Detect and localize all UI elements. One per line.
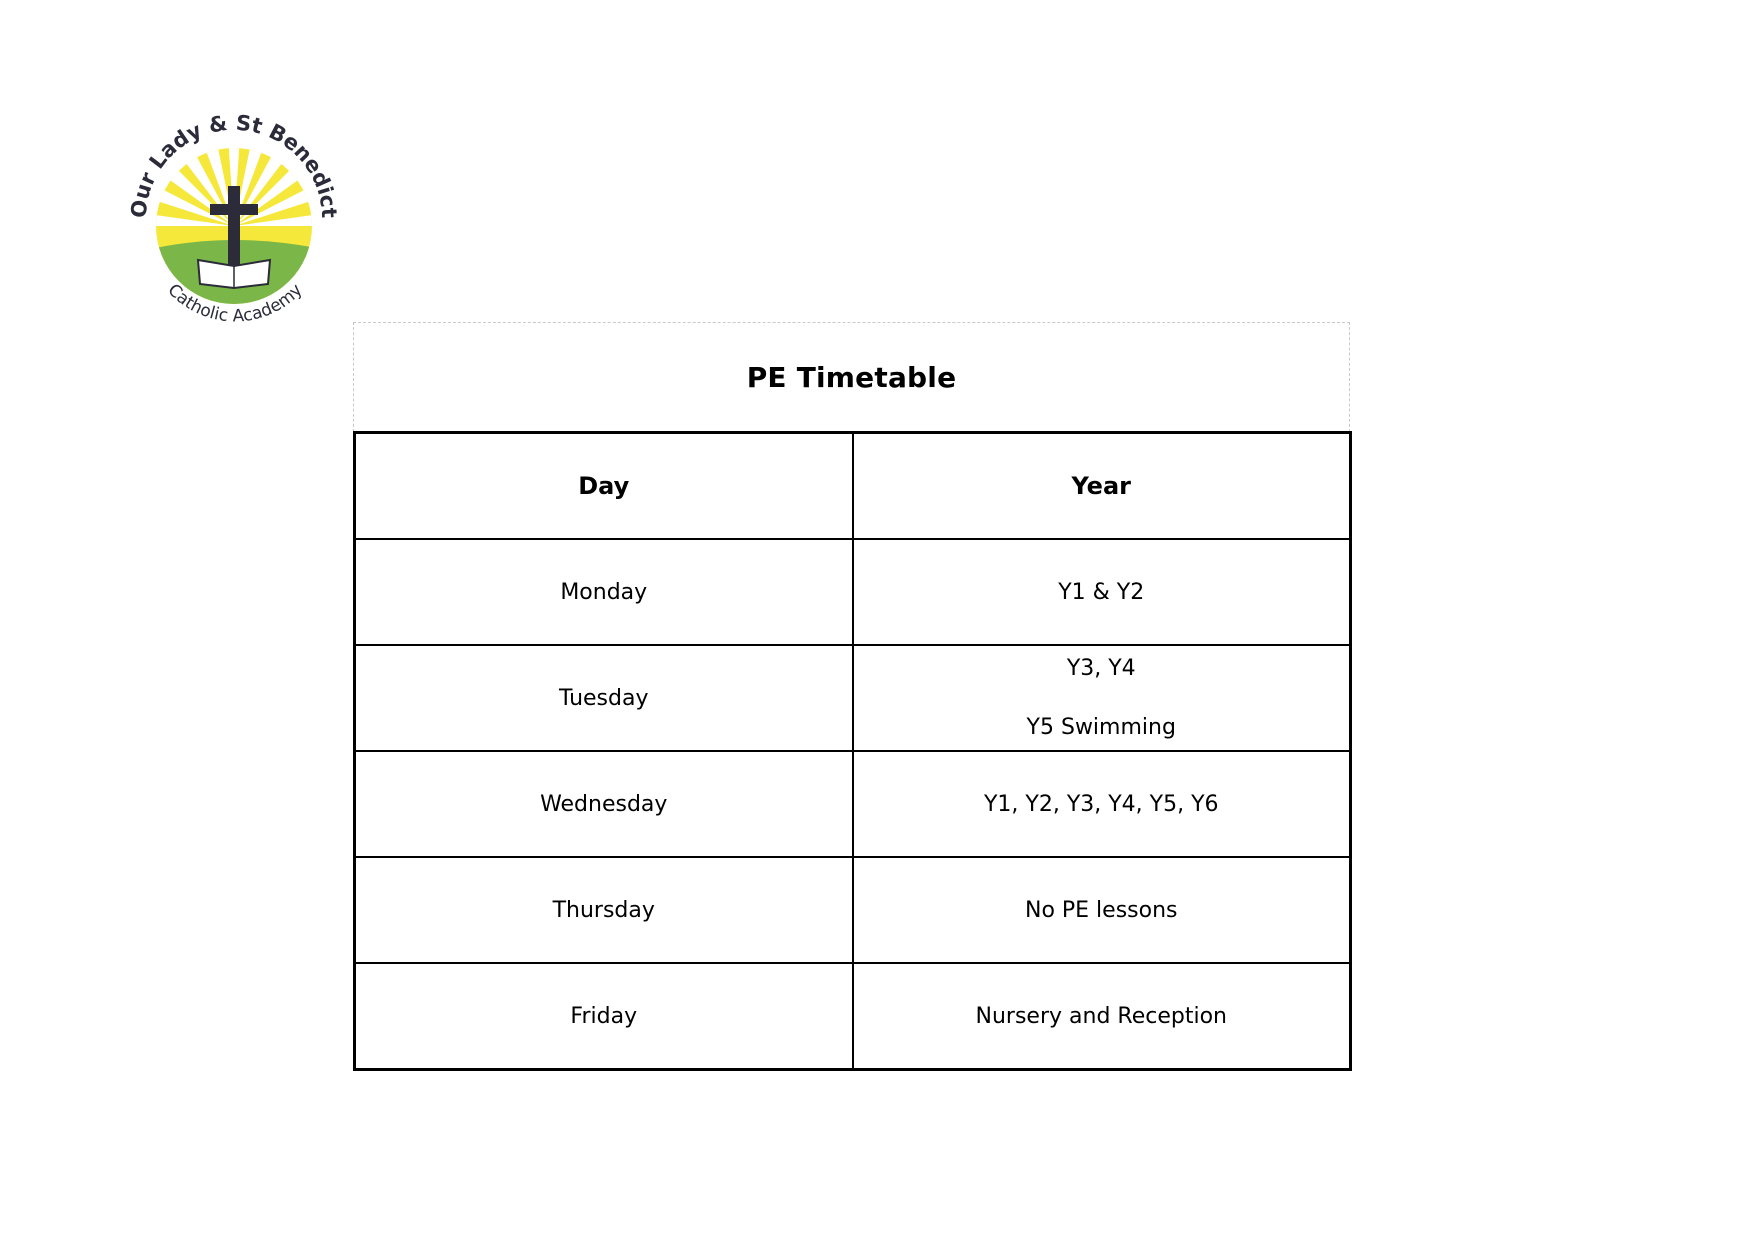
pe-timetable <box>353 431 1352 1071</box>
table-row <box>355 539 1351 645</box>
table-row <box>355 963 1351 1070</box>
school-logo <box>116 100 352 336</box>
day-cell: Thursday <box>355 857 853 963</box>
year-line: Y3, Y4 <box>1066 656 1136 681</box>
header-day: Day <box>355 433 853 540</box>
page-title: PE Timetable <box>746 361 957 394</box>
year-line: Nursery and Reception <box>975 1003 1227 1029</box>
day-cell: Monday <box>355 539 853 645</box>
table-row <box>355 751 1351 857</box>
day-cell: Tuesday <box>355 645 853 751</box>
day-cell: Wednesday <box>355 751 853 857</box>
year-line: No PE lessons <box>1024 897 1178 923</box>
year-cell <box>853 751 1351 857</box>
year-line: Y1 & Y2 <box>1058 579 1145 605</box>
logo-top-text: Our Lady & St Benedict <box>126 110 342 219</box>
day-cell: Friday <box>355 963 853 1070</box>
year-line: Y5 Swimming <box>1026 715 1176 740</box>
year-line: Y1, Y2, Y3, Y4, Y5, Y6 <box>983 791 1219 817</box>
logo-bottom-text: Catholic Academy <box>163 280 307 327</box>
table-row <box>355 645 1351 751</box>
year-cell <box>853 857 1351 963</box>
cross-vertical <box>228 186 240 268</box>
table-header-row <box>355 433 1351 540</box>
year-cell <box>853 539 1351 645</box>
table-row <box>355 857 1351 963</box>
title-box <box>353 322 1350 432</box>
year-cell <box>853 645 1351 751</box>
header-year: Year <box>853 433 1351 540</box>
cross-horizontal <box>210 204 258 215</box>
year-cell <box>853 963 1351 1070</box>
